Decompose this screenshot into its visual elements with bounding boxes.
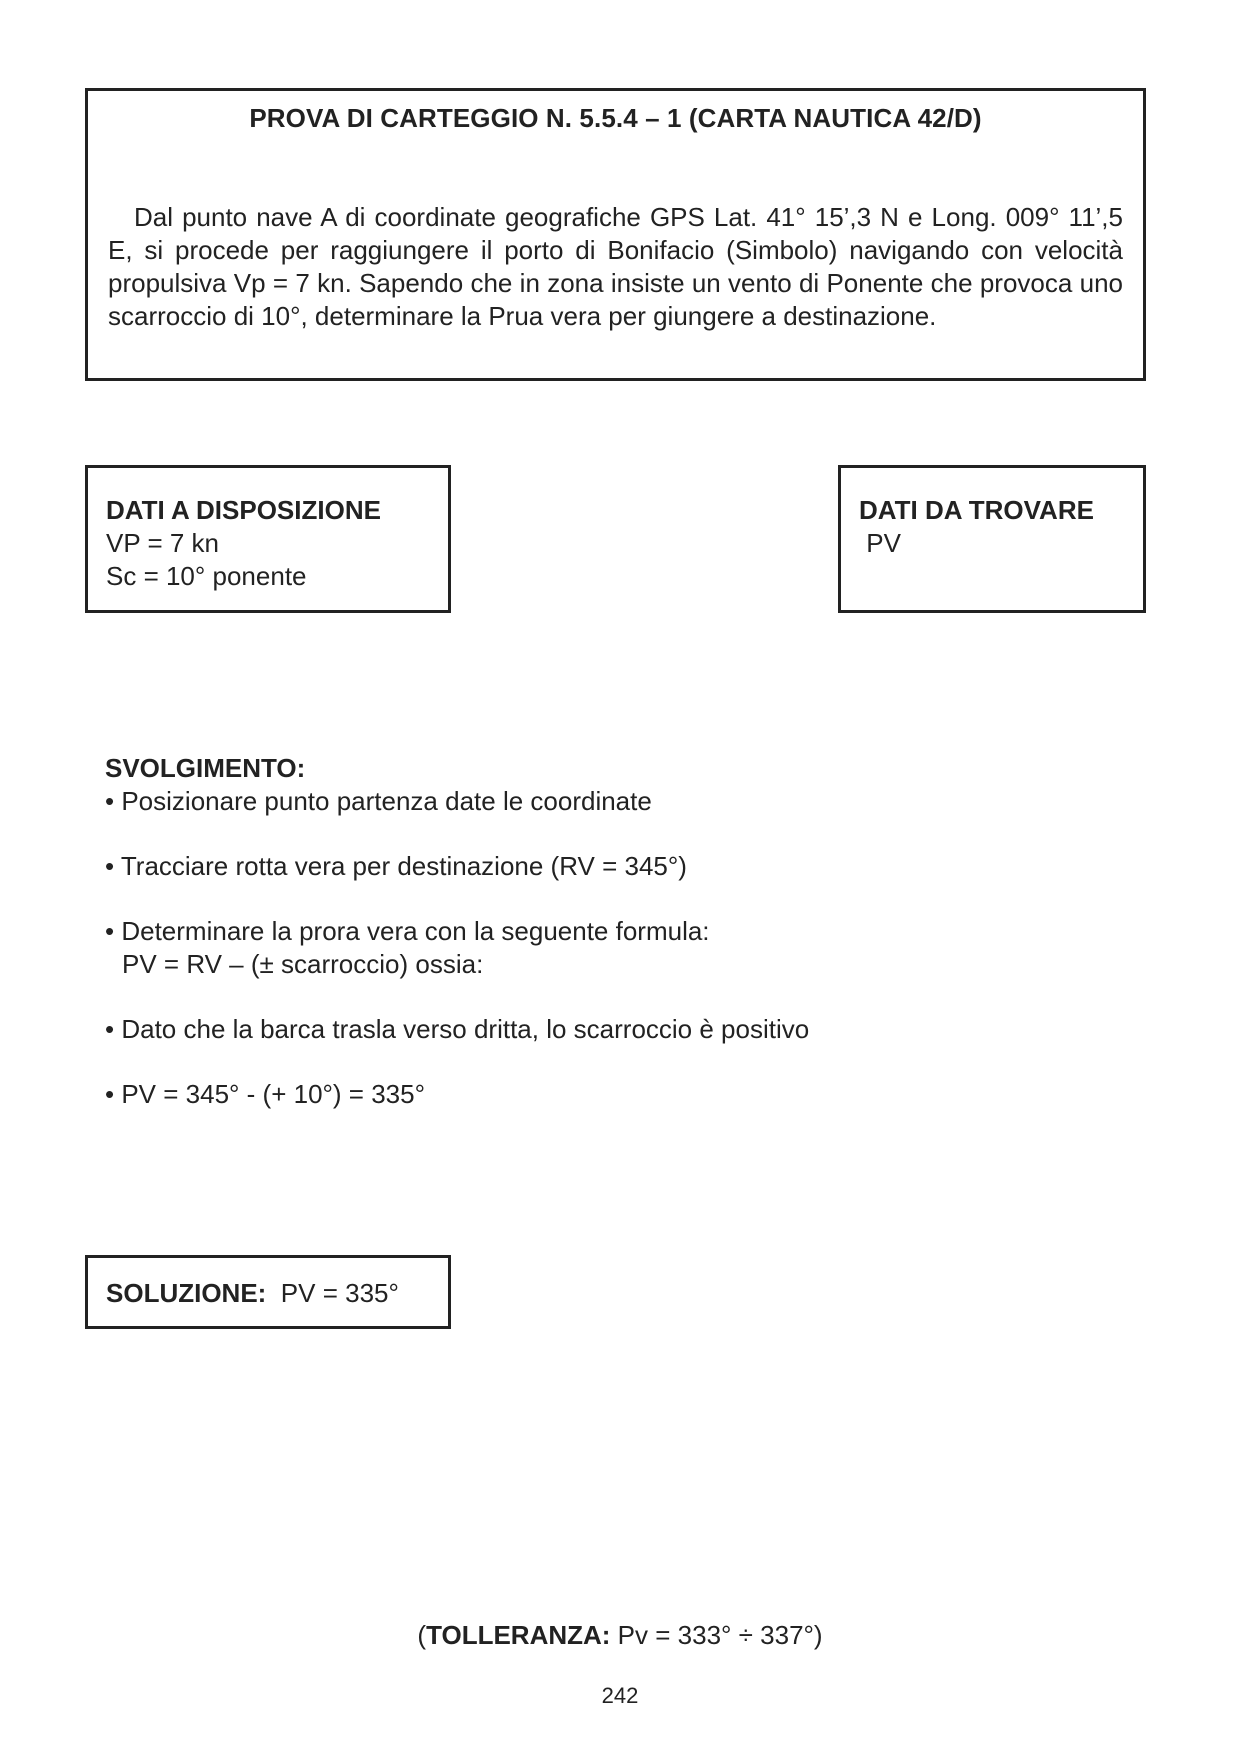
svolgimento-step (105, 850, 809, 883)
bullet-icon: • (105, 786, 115, 816)
tolleranza (0, 1620, 1240, 1651)
svolgimento-step (105, 785, 809, 818)
step-text: Tracciare rotta vera per destinazione (RV = 345°) (120, 851, 687, 881)
bullet-icon: • (105, 1014, 115, 1044)
svolgimento-step (105, 915, 809, 981)
bullet-icon: • (105, 1079, 115, 1109)
svolgimento-section (105, 752, 809, 1143)
step-text: Posizionare punto partenza date le coordinate (121, 786, 652, 816)
step-continuation: PV = RV – (± scarroccio) ossia: (122, 949, 484, 979)
dati-trovare-box (838, 465, 1146, 613)
step-text: Dato che la barca trasla verso dritta, lo scarroccio è positivo (121, 1014, 810, 1044)
bullet-icon: • (105, 851, 115, 881)
soluzione-box (85, 1255, 451, 1329)
step-text: PV = 345° - (+ 10°) = 335° (121, 1079, 425, 1109)
svolgimento-step (105, 1078, 809, 1111)
soluzione-value: PV = 335° (280, 1278, 399, 1308)
step-text: Determinare la prora vera con la seguente formula: (121, 916, 710, 946)
problem-text: Dal punto nave A di coordinate geografiche GPS Lat. 41° 15’,3 N e Long. 009° 11’,5 E, si procede per raggiungere il porto di Bonifacio (Simbolo) navigando con velocità propulsiva Vp = 7 kn. Sapendo che in zona insiste un vento di Ponente che provoca uno scarroccio di 10°, determinare la Prua vera per giungere a destinazione. (108, 202, 1123, 331)
tolleranza-value: Pv = 333° ÷ 337°) (610, 1620, 823, 1650)
soluzione-label: SOLUZIONE: (106, 1278, 267, 1308)
page-number: 242 (601, 1683, 639, 1708)
svolgimento-step (105, 1013, 809, 1046)
bullet-icon: • (105, 916, 115, 946)
dati-disposizione-line: VP = 7 kn (106, 528, 219, 558)
dati-trovare-line: PV (859, 528, 901, 558)
dati-disposizione-line: Sc = 10° ponente (106, 561, 307, 591)
dati-disposizione-heading: DATI A DISPOSIZIONE (106, 495, 381, 525)
dati-trovare-heading: DATI DA TROVARE (859, 495, 1094, 525)
tolleranza-open: ( (417, 1620, 427, 1650)
problem-box (85, 88, 1146, 381)
svolgimento-heading: SVOLGIMENTO: (105, 753, 306, 783)
dati-disposizione-box (85, 465, 451, 613)
tolleranza-label: TOLLERANZA: (426, 1620, 611, 1650)
problem-title: PROVA DI CARTEGGIO N. 5.5.4 – 1 (CARTA NAUTICA 42/D) (249, 103, 982, 133)
